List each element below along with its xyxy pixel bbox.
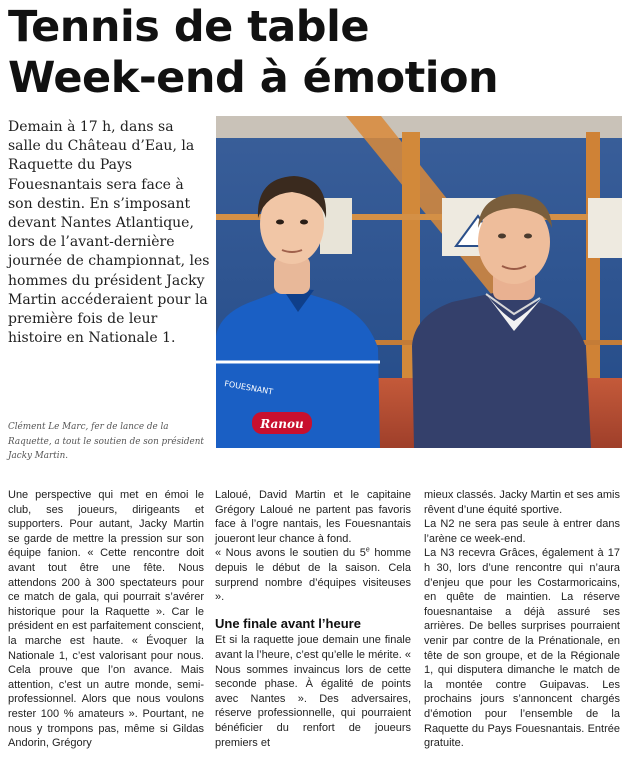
body-paragraph: Une perspective qui met en émoi le club, ses joueurs, dirigeants et supporters. Pour autant, Jacky Martin se garde de mettre la pression sur son équipe fanion. « Cette rencontre doit avant tout être une fête. Nous attendons 200 à 300 spectateurs pour ce match de gala, qui pourrait s’avérer historique pour la Raquette ». Car le président en est parfaitement conscient, la marche est haute. « Évoquer la Nationale 1, c’est valorisant pour nous. Cela prouve que l’on avance. Mais attention, c’est un autre monde, semi-professionnel. Alors que nous voulons rester 100 % amateurs ». Pourtant, ne nous y trompons pas, même si Gildas Andorin, Grégory <box>8 489 204 750</box>
article-photo <box>216 116 622 448</box>
headline <box>8 2 498 104</box>
jersey-sponsor-text: Ranou <box>260 417 304 431</box>
body-paragraph: La N3 recevra Grâces, également à 17 h 30, lors d’une rencontre qui n’aura d’enjeu que pour les Costarmoricains, en quête de maintien. La réserve fouesnantaise a déjà assuré ses arrières. De belles surprises pourraient venir par contre de la Prénationale, en tête de son groupe, et de la Régionale 1, qui disputera dimanche le match de la montée contre Guipavas. Les prochains jours s’annoncent chargés d’émotion pour l’ensemble de la Raquette du Pays Fouesnantais. Entrée gratuite. <box>424 547 620 750</box>
body-paragraph: La N2 ne sera pas seule à entrer dans l’arène ce week-end. <box>424 518 620 545</box>
body-column-1 <box>8 488 204 751</box>
body-paragraph: mieux classés. Jacky Martin et ses amis rêvent d’une équité sportive. <box>424 489 620 516</box>
ordinal-superscript: e <box>365 546 370 554</box>
jersey-brand-text: FOUESNANT <box>223 379 274 397</box>
headline-line-1: Tennis de table <box>8 2 369 52</box>
body-paragraph-quote <box>215 546 411 604</box>
lead-paragraph: Demain à 17 h, dans sa salle du Château d’Eau, la Raquette du Pays Fouesnantais sera face à son destin. En s’imposant devant Nantes Atlantique, lors de l’avant-dernière journée de championnat, les hommes du président Jacky Martin accéderaient pour la première fois de leur histoire en Nationale 1. <box>8 119 210 347</box>
quote-text-b: homme depuis le début de la saison. Cela surprend nombre d’équipes visiteuses ». <box>215 547 411 604</box>
headline-line-2: Week-end à émotion <box>8 53 499 103</box>
body-paragraph: Et si la raquette joue demain une finale avant la l’heure, c’est qu’elle le mérite. « Nous sommes invaincus lors de cette seconde phase. À égalité de points avec Nantes ». Des adversaires, réserve professionnelle, qui pourraient bénéficier du renfort de joueurs premiers et <box>215 634 411 749</box>
photo-caption: Clément Le Marc, fer de lance de la Raquette, a tout le soutien de son président Jacky Martin. <box>8 422 204 462</box>
quote-text-a: « Nous avons le soutien du 5 <box>215 547 366 560</box>
body-column-2 <box>215 488 411 750</box>
body-column-3 <box>424 488 620 751</box>
section-subheading: Une finale avant l’heure <box>215 615 361 631</box>
body-paragraph: Laloué, David Martin et le capitaine Grégory Laloué ne partent pas favoris face à l’ogre nantais, les Fouesnantais joueront leur chance à fond. <box>215 489 411 545</box>
